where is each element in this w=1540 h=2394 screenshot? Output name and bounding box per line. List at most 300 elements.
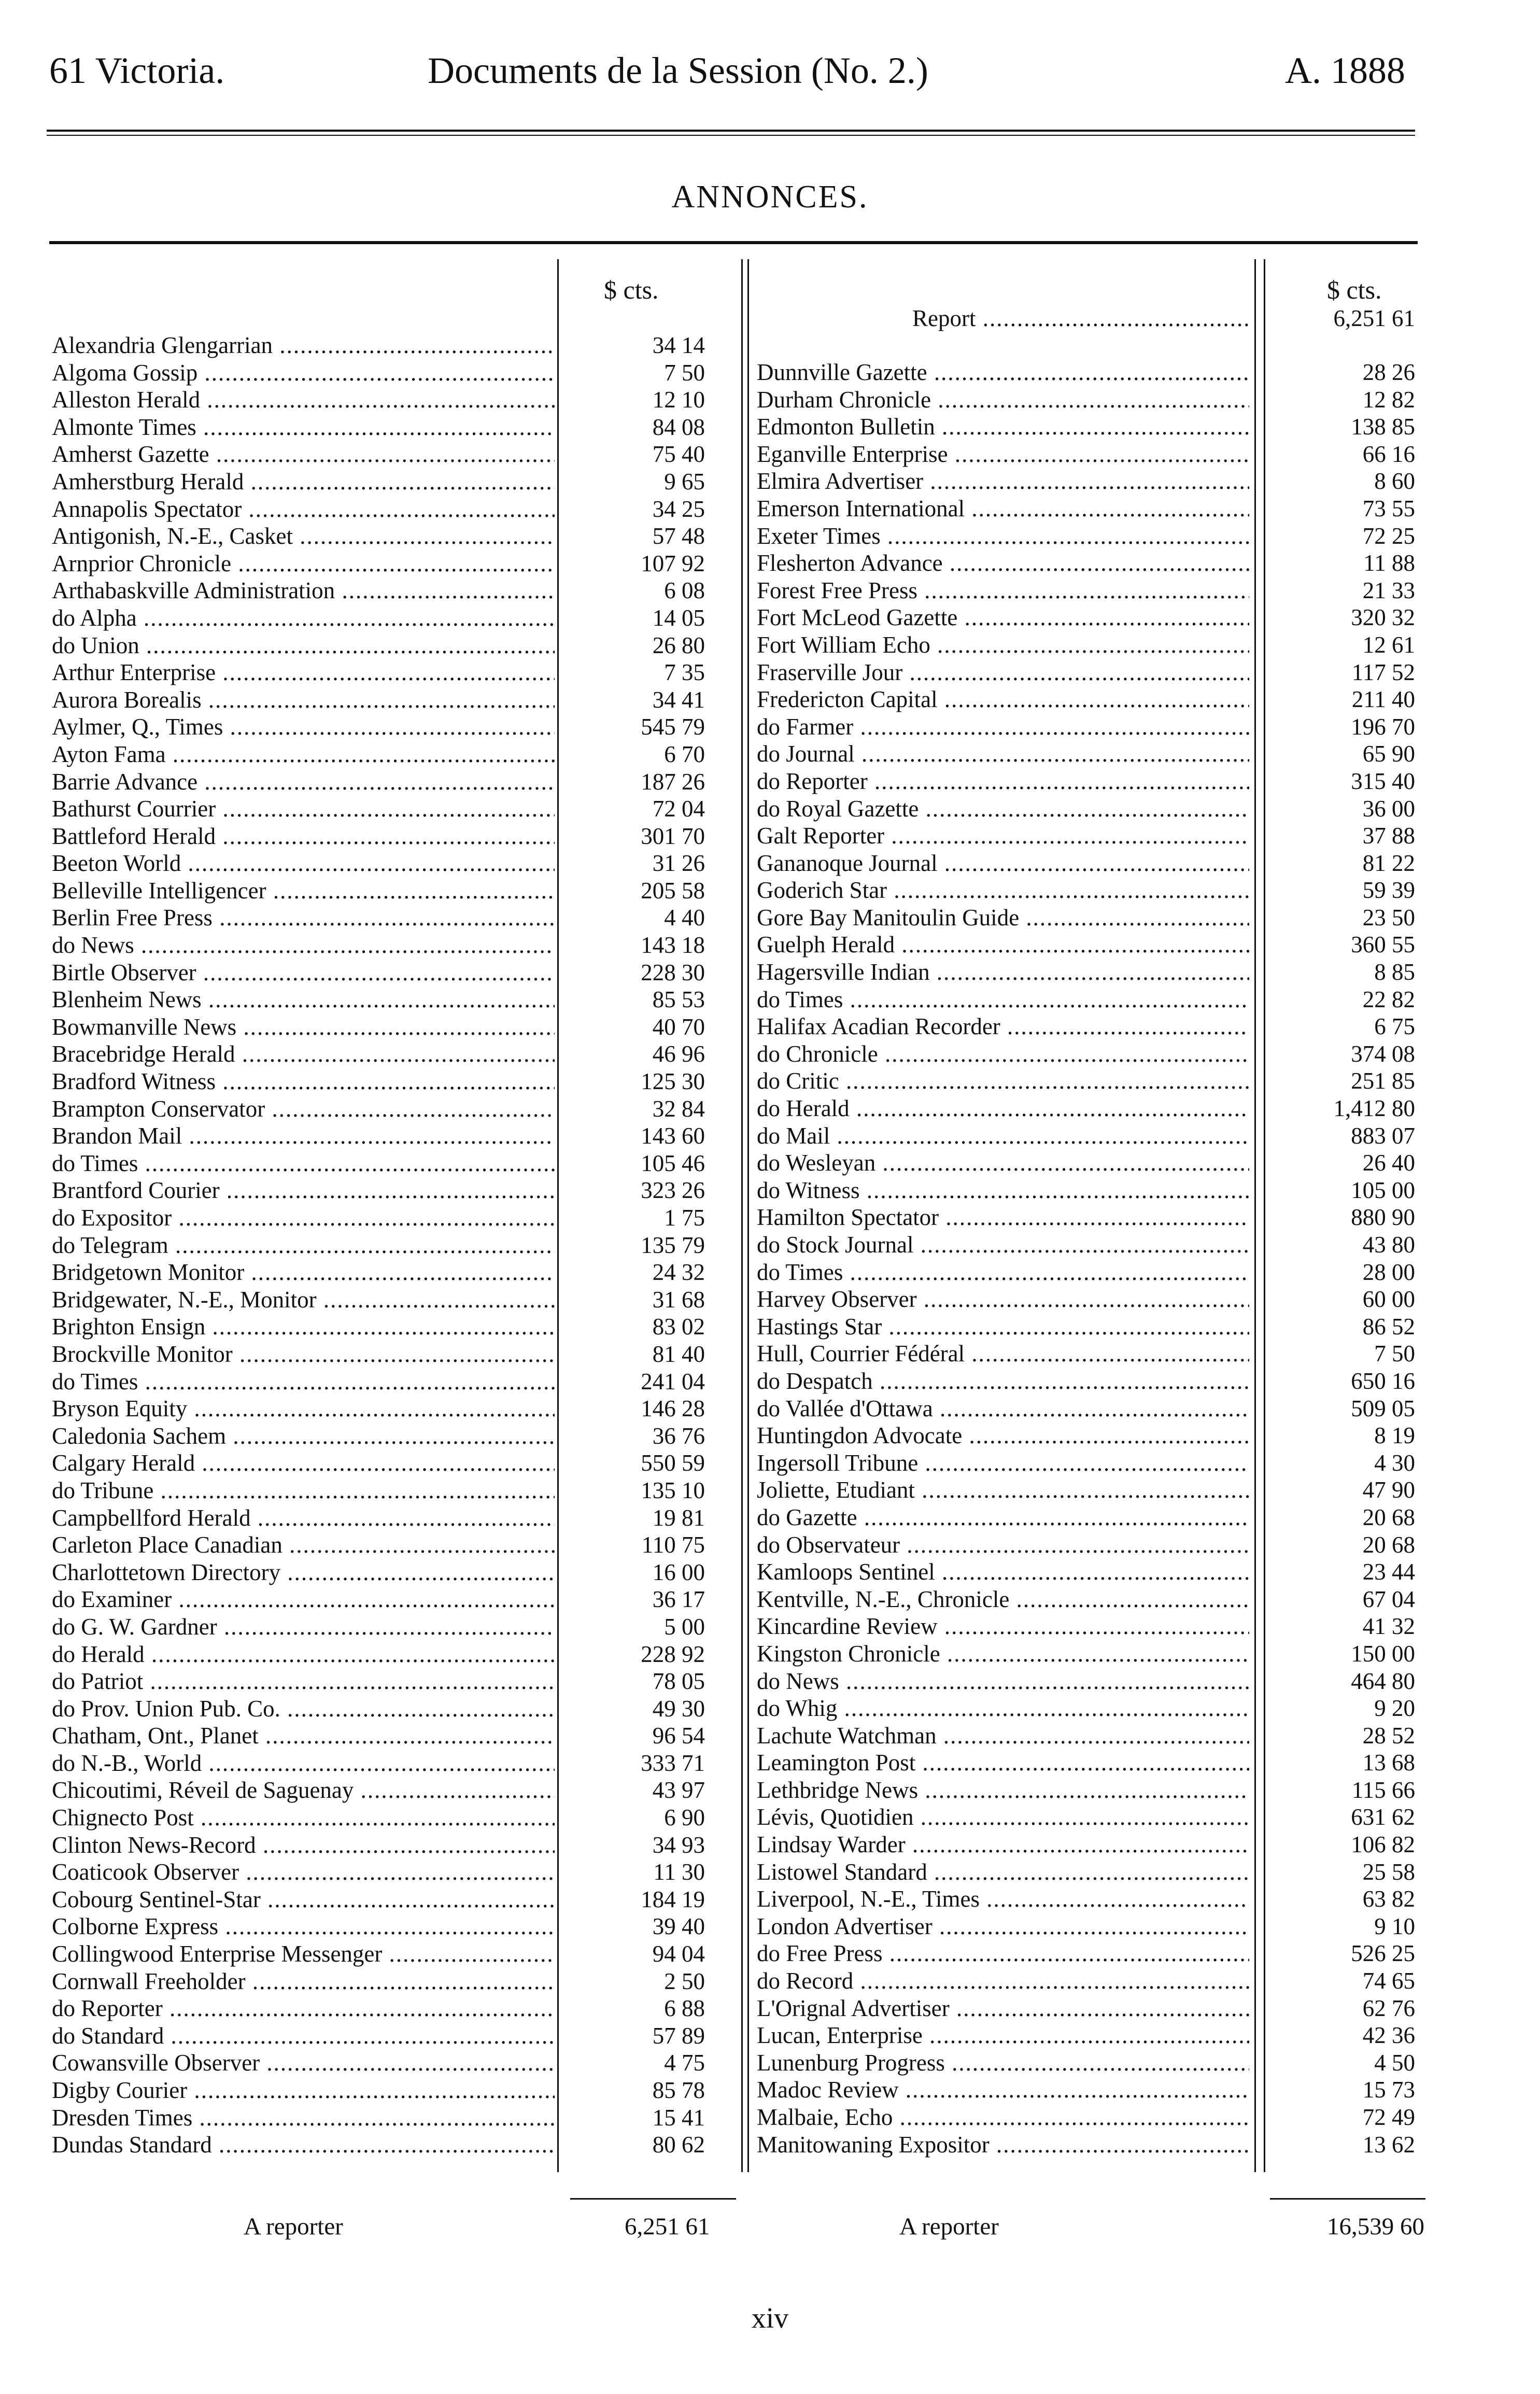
newspaper-name: Battleford Herald ..... [52, 823, 555, 850]
newspaper-name: Flesherton Advance ..... [757, 550, 1249, 577]
amount: 83 02 [652, 1314, 705, 1340]
newspaper-name: do Times ..... [52, 1368, 555, 1396]
ledger-row [757, 604, 1451, 631]
ledger-row [757, 659, 1451, 686]
newspaper-name: L'Orignal Advertiser ..... [757, 1995, 1249, 2022]
amount: 6 90 [664, 1805, 705, 1831]
amount: 9 10 [1374, 1913, 1415, 1939]
amount: 6 70 [664, 741, 705, 767]
amount: 63 82 [1362, 1886, 1415, 1912]
ledger-row [52, 1232, 746, 1259]
ledger-row [757, 1177, 1451, 1204]
newspaper-name: London Advertiser ..... [757, 1913, 1249, 1940]
newspaper-name: do Royal Gazette ..... [757, 795, 1249, 823]
amount: 333 71 [641, 1750, 705, 1776]
ledger-row [757, 822, 1451, 850]
ledger-row [757, 1149, 1451, 1177]
ledger-row [52, 986, 746, 1013]
ledger-row [757, 931, 1451, 959]
newspaper-name: Chatham, Ont., Planet ..... [52, 1722, 555, 1750]
amount: 72 49 [1362, 2104, 1415, 2130]
amount: 7 50 [1374, 1341, 1415, 1367]
newspaper-name: Hull, Courrier Fédéral ..... [757, 1340, 1249, 1368]
header-rule-top [47, 130, 1415, 132]
column-rule-left-end-2 [747, 259, 749, 2172]
ledger-row [757, 1749, 1451, 1777]
newspaper-name: Forest Free Press ..... [757, 577, 1249, 604]
amount: 107 92 [641, 550, 705, 576]
ledger-row [52, 1204, 746, 1232]
ledger-row [52, 1122, 746, 1150]
newspaper-name: Gananoque Journal ..... [757, 850, 1249, 877]
header-right: A. 1888 [1285, 50, 1405, 91]
ledger-row [52, 1013, 746, 1041]
newspaper-name: Fraserville Jour ..... [757, 659, 1249, 686]
newspaper-name: Cobourg Sentinel-Star ..... [52, 1886, 555, 1913]
amount: 4 75 [664, 2050, 705, 2076]
ledger-row [52, 1341, 746, 1368]
amount: 34 93 [652, 1832, 705, 1858]
amount: 8 60 [1374, 468, 1415, 495]
amount: 650 16 [1351, 1368, 1415, 1394]
newspaper-name: Blenheim News ..... [52, 986, 555, 1013]
amount: 550 59 [641, 1450, 705, 1476]
ledger-row [757, 768, 1451, 795]
ledger-row [757, 1967, 1451, 1995]
amount: 59 39 [1362, 877, 1415, 904]
amount: 23 44 [1362, 1559, 1415, 1585]
ledger-row [52, 1095, 746, 1123]
amount: 13 62 [1362, 2131, 1415, 2158]
amount: 25 58 [1362, 1858, 1415, 1885]
ledger-row [52, 1750, 746, 1777]
newspaper-name: Hastings Star ..... [757, 1313, 1249, 1341]
amount: 509 05 [1351, 1395, 1415, 1421]
ledger-row [757, 523, 1451, 550]
ledger-row [757, 1640, 1451, 1668]
newspaper-name: Halifax Acadian Recorder ..... [757, 1013, 1249, 1040]
amount: 12 61 [1362, 631, 1415, 658]
ledger-row [757, 1995, 1451, 2022]
ledger-row [757, 1040, 1451, 1068]
amount: 34 25 [652, 496, 705, 522]
amount: 28 00 [1362, 1259, 1415, 1285]
ledger-row [52, 496, 746, 523]
newspaper-name: Brampton Conservator ..... [52, 1095, 555, 1123]
ledger-row [757, 1231, 1451, 1259]
ledger-row [757, 877, 1451, 904]
amount: 1,412 80 [1333, 1095, 1415, 1122]
newspaper-name: Amherst Gazette ..... [52, 441, 555, 468]
newspaper-name: Cowansville Observer ..... [52, 2049, 555, 2077]
newspaper-name: do Free Press ..... [757, 1940, 1249, 1967]
ledger-row [52, 2022, 746, 2050]
newspaper-name: Fort William Echo ..... [757, 631, 1249, 659]
right-report-amount: 6,251 61 [1333, 305, 1415, 331]
amount: 32 84 [652, 1095, 705, 1122]
currency-header-right: $ cts. [1327, 275, 1382, 304]
amount: 2 50 [664, 1968, 705, 1994]
amount: 40 70 [652, 1013, 705, 1040]
newspaper-name: Lunenburg Progress ..... [757, 2049, 1249, 2077]
newspaper-name: Campbellford Herald ..... [52, 1504, 555, 1532]
ledger-row [52, 1695, 746, 1723]
ledger-row [52, 850, 746, 877]
newspaper-name: do Record ..... [757, 1967, 1249, 1995]
newspaper-name: do Critic ..... [757, 1067, 1249, 1095]
ledger-row [757, 2104, 1451, 2131]
amount: 36 17 [652, 1586, 705, 1613]
newspaper-name: do Prov. Union Pub. Co. ..... [52, 1695, 555, 1723]
ledger-row [52, 441, 746, 468]
ledger-row [757, 1476, 1451, 1504]
amount: 43 97 [652, 1777, 705, 1804]
newspaper-name: do News ..... [52, 932, 555, 959]
ledger-row [52, 1177, 746, 1204]
newspaper-name: do Gazette ..... [757, 1504, 1249, 1531]
newspaper-name: do Chronicle ..... [757, 1040, 1249, 1068]
ledger-row [757, 1695, 1451, 1722]
amount: 143 18 [641, 932, 705, 959]
newspaper-name: Clinton News-Record ..... [52, 1832, 555, 1859]
amount: 84 08 [652, 414, 705, 440]
amount: 323 26 [641, 1177, 705, 1204]
left-column [52, 332, 746, 2159]
amount: 631 62 [1351, 1804, 1415, 1830]
ledger-row [52, 795, 746, 823]
amount: 37 88 [1362, 823, 1415, 849]
newspaper-name: Hagersville Indian ..... [757, 959, 1249, 986]
newspaper-name: Emerson International ..... [757, 495, 1249, 523]
newspaper-name: Bridgetown Monitor ..... [52, 1259, 555, 1286]
ledger-row [52, 359, 746, 387]
ledger-row [52, 1832, 746, 1859]
ledger-row [757, 1422, 1451, 1449]
amount: 80 62 [652, 2132, 705, 2158]
newspaper-name: Joliette, Etudiant ..... [757, 1476, 1249, 1504]
amount: 72 25 [1362, 523, 1415, 549]
ledger-row [757, 1122, 1451, 1150]
newspaper-name: Bradford Witness ..... [52, 1068, 555, 1095]
newspaper-name: do Herald ..... [52, 1641, 555, 1668]
ledger-row [52, 1858, 746, 1886]
newspaper-name: Brantford Courier ..... [52, 1177, 555, 1204]
amount: 36 00 [1362, 795, 1415, 822]
ledger-row [52, 632, 746, 659]
amount: 211 40 [1351, 686, 1415, 713]
ledger-row [757, 550, 1451, 577]
newspaper-name: Kamloops Sentinel ..... [757, 1558, 1249, 1586]
ledger-row [52, 1586, 746, 1613]
newspaper-name: Madoc Review ..... [757, 2076, 1249, 2104]
amount: 60 00 [1362, 1286, 1415, 1313]
amount: 74 65 [1362, 1968, 1415, 1994]
newspaper-name: Bryson Equity ..... [52, 1395, 555, 1423]
ledger-row [52, 468, 746, 496]
newspaper-name: Dresden Times ..... [52, 2104, 555, 2132]
right-column [757, 359, 1451, 2158]
newspaper-name: Harvey Observer ..... [757, 1286, 1249, 1313]
amount: 81 40 [652, 1341, 705, 1367]
newspaper-name: do Patriot ..... [52, 1668, 555, 1695]
newspaper-name: Elmira Advertiser ..... [757, 468, 1249, 495]
ledger-row [52, 1668, 746, 1695]
amount: 6 88 [664, 1995, 705, 2022]
ledger-row [757, 2049, 1451, 2077]
ledger-row [757, 1013, 1451, 1040]
ledger-row [757, 2131, 1451, 2159]
ledger-row [52, 1286, 746, 1314]
amount: 36 76 [652, 1423, 705, 1449]
amount: 15 73 [1362, 2077, 1415, 2103]
ledger-row [757, 2022, 1451, 2049]
ledger-row [52, 713, 746, 741]
newspaper-name: do Vallée d'Ottawa ..... [757, 1395, 1249, 1423]
ledger-row [757, 1368, 1451, 1395]
newspaper-name: Ayton Fama ..... [52, 741, 555, 768]
ledger-row [757, 359, 1451, 386]
header-rule-bottom [47, 135, 1415, 136]
newspaper-name: Malbaie, Echo ..... [757, 2104, 1249, 2131]
newspaper-name: do Herald ..... [757, 1095, 1249, 1122]
amount: 135 79 [641, 1232, 705, 1258]
amount: 228 92 [641, 1641, 705, 1667]
ledger-row [52, 1368, 746, 1396]
amount: 125 30 [641, 1068, 705, 1095]
amount: 115 66 [1351, 1777, 1415, 1803]
newspaper-name: do Reporter ..... [52, 1995, 555, 2022]
amount: 94 04 [652, 1941, 705, 1967]
newspaper-name: do G. W. Gardner ..... [52, 1613, 555, 1641]
newspaper-name: Liverpool, N.-E., Times ..... [757, 1885, 1249, 1913]
ledger-row [757, 1885, 1451, 1913]
amount: 4 30 [1374, 1449, 1415, 1476]
ledger-row [757, 1940, 1451, 1967]
ledger-row [757, 795, 1451, 823]
newspaper-name: Bowmanville News ..... [52, 1013, 555, 1041]
ledger-row [52, 1913, 746, 1940]
newspaper-name: Algoma Gossip ..... [52, 359, 555, 387]
amount: 73 55 [1362, 495, 1415, 522]
amount: 65 90 [1362, 741, 1415, 767]
newspaper-name: Kingston Chronicle ..... [757, 1640, 1249, 1668]
ledger-row [757, 1777, 1451, 1804]
header-center: Documents de la Session (No. 2.) [428, 50, 928, 91]
amount: 21 33 [1362, 577, 1415, 603]
right-report-label: Report ..... [912, 305, 1249, 332]
ledger-row [52, 1504, 746, 1532]
ledger-row [757, 495, 1451, 523]
ledger-row [757, 1558, 1451, 1586]
newspaper-name: Leamington Post ..... [757, 1749, 1249, 1777]
header-left: 61 Victoria. [49, 50, 225, 91]
ledger-row [52, 1940, 746, 1968]
ledger-row [52, 1449, 746, 1477]
newspaper-name: Birtle Observer ..... [52, 959, 555, 987]
amount: 72 04 [652, 796, 705, 822]
newspaper-name: Kincardine Review ..... [757, 1613, 1249, 1640]
right-total-rule [1270, 2198, 1425, 2200]
footer-left-label: A reporter [244, 2213, 343, 2240]
ledger-row [757, 1449, 1451, 1477]
ledger-row [757, 1531, 1451, 1559]
newspaper-name: Edmonton Bulletin ..... [757, 413, 1249, 441]
amount: 526 25 [1351, 1940, 1415, 1967]
amount: 13 68 [1362, 1750, 1415, 1776]
ledger-row [52, 1777, 746, 1804]
amount: 8 85 [1374, 959, 1415, 985]
ledger-row [757, 1804, 1451, 1831]
ledger-row [52, 550, 746, 578]
page-number: xiv [751, 2302, 789, 2334]
newspaper-name: Galt Reporter ..... [757, 822, 1249, 850]
newspaper-name: Bridgewater, N.-E., Monitor ..... [52, 1286, 555, 1314]
amount: 105 00 [1351, 1177, 1415, 1203]
amount: 19 81 [652, 1504, 705, 1531]
newspaper-name: do Journal ..... [757, 740, 1249, 768]
newspaper-name: Arthabaskville Administration ..... [52, 577, 555, 604]
ledger-row [757, 1858, 1451, 1886]
ledger-row [757, 1095, 1451, 1122]
ledger-row [757, 468, 1451, 495]
ledger-row [52, 1968, 746, 1995]
ledger-row [52, 2049, 746, 2077]
ledger-row [52, 1641, 746, 1668]
newspaper-name: Fort McLeod Gazette ..... [757, 604, 1249, 631]
amount: 20 68 [1362, 1531, 1415, 1558]
newspaper-name: Antigonish, N.-E., Casket ..... [52, 523, 555, 550]
amount: 43 80 [1362, 1232, 1415, 1258]
ledger-row [52, 1313, 746, 1341]
ledger-row [757, 1668, 1451, 1695]
amount: 39 40 [652, 1913, 705, 1940]
footer-right-amount: 16,539 60 [1327, 2213, 1424, 2240]
amount: 34 14 [652, 332, 705, 358]
ledger-row [52, 1613, 746, 1641]
newspaper-name: do Observateur ..... [757, 1531, 1249, 1559]
left-total-rule [570, 2198, 736, 2200]
newspaper-name: do Stock Journal ..... [757, 1231, 1249, 1259]
newspaper-name: Brighton Ensign ..... [52, 1313, 555, 1341]
newspaper-name: Fredericton Capital ..... [757, 686, 1249, 713]
newspaper-name: Aylmer, Q., Times ..... [52, 713, 555, 741]
newspaper-name: do Times ..... [52, 1150, 555, 1177]
newspaper-name: Alexandria Glengarrian ..... [52, 332, 555, 359]
amount: 57 89 [652, 2022, 705, 2049]
section-title: ANNONCES. [671, 179, 869, 215]
newspaper-name: Alleston Herald ..... [52, 386, 555, 414]
ledger-row [52, 604, 746, 632]
ledger-row [757, 1504, 1451, 1531]
ledger-row [52, 904, 746, 932]
ledger-row [52, 741, 746, 768]
amount: 26 80 [652, 632, 705, 658]
newspaper-name: Chignecto Post ..... [52, 1804, 555, 1832]
newspaper-name: do Times ..... [757, 986, 1249, 1013]
newspaper-name: do Times ..... [757, 1259, 1249, 1286]
amount: 62 76 [1362, 1995, 1415, 2021]
footer-right-label: A reporter [899, 2213, 999, 2240]
newspaper-name: Lévis, Quotidien ..... [757, 1804, 1249, 1831]
amount: 143 60 [641, 1123, 705, 1149]
newspaper-name: do Union ..... [52, 632, 555, 659]
amount: 106 82 [1351, 1832, 1415, 1858]
newspaper-name: Eganville Enterprise ..... [757, 441, 1249, 468]
newspaper-name: Berlin Free Press ..... [52, 904, 555, 932]
ledger-row [52, 686, 746, 714]
newspaper-name: do Expositor ..... [52, 1204, 555, 1232]
ledger-row [52, 1886, 746, 1913]
newspaper-name: do Farmer ..... [757, 713, 1249, 741]
amount: 57 48 [652, 523, 705, 550]
currency-header-left: $ cts. [604, 275, 659, 304]
ledger-row [52, 523, 746, 550]
ledger-row [52, 823, 746, 850]
amount: 184 19 [641, 1886, 705, 1912]
ledger-row [52, 386, 746, 414]
newspaper-name: Calgary Herald ..... [52, 1449, 555, 1477]
amount: 26 40 [1362, 1150, 1415, 1176]
amount: 4 50 [1374, 2049, 1415, 2076]
ledger-row [52, 1531, 746, 1559]
newspaper-name: Digby Courier ..... [52, 2077, 555, 2104]
title-rule [49, 241, 1418, 244]
ledger-row [757, 1395, 1451, 1423]
newspaper-name: do Examiner ..... [52, 1586, 555, 1613]
ledger-row [757, 959, 1451, 986]
newspaper-name: do Reporter ..... [757, 768, 1249, 795]
newspaper-name: Beeton World ..... [52, 850, 555, 877]
newspaper-name: Arnprior Chronicle ..... [52, 550, 555, 578]
ledger-row [757, 1204, 1451, 1231]
ledger-row [52, 332, 746, 359]
ledger-row [757, 1913, 1451, 1940]
newspaper-name: Cornwall Freeholder ..... [52, 1968, 555, 1995]
newspaper-name: Collingwood Enterprise Messenger ..... [52, 1940, 555, 1968]
newspaper-name: Kentville, N.-E., Chronicle ..... [757, 1586, 1249, 1613]
amount: 9 20 [1374, 1695, 1415, 1722]
amount: 105 46 [641, 1150, 705, 1176]
amount: 15 41 [652, 2104, 705, 2131]
amount: 880 90 [1351, 1204, 1415, 1231]
newspaper-name: do Witness ..... [757, 1177, 1249, 1204]
ledger-row [757, 1286, 1451, 1313]
amount: 67 04 [1362, 1586, 1415, 1612]
ledger-row [52, 414, 746, 441]
newspaper-name: Amherstburg Herald ..... [52, 468, 555, 496]
amount: 22 82 [1362, 986, 1415, 1012]
ledger-row [52, 1423, 746, 1450]
amount: 360 55 [1351, 932, 1415, 958]
amount: 1 75 [664, 1205, 705, 1231]
ledger-row [52, 1559, 746, 1586]
amount: 46 96 [652, 1041, 705, 1067]
amount: 20 68 [1362, 1504, 1415, 1530]
amount: 78 05 [652, 1668, 705, 1695]
newspaper-name: Dunnville Gazette ..... [757, 359, 1249, 386]
amount: 138 85 [1351, 414, 1415, 440]
amount: 86 52 [1362, 1313, 1415, 1340]
newspaper-name: Chicoutimi, Réveil de Saguenay ..... [52, 1777, 555, 1804]
newspaper-name: Charlottetown Directory ..... [52, 1559, 555, 1586]
newspaper-name: Manitowaning Expositor ..... [757, 2131, 1249, 2159]
ledger-row [52, 1477, 746, 1504]
ledger-row [757, 740, 1451, 768]
amount: 883 07 [1351, 1122, 1415, 1149]
amount: 75 40 [652, 441, 705, 468]
right-report-row [757, 305, 1446, 332]
ledger-row [757, 1067, 1451, 1095]
